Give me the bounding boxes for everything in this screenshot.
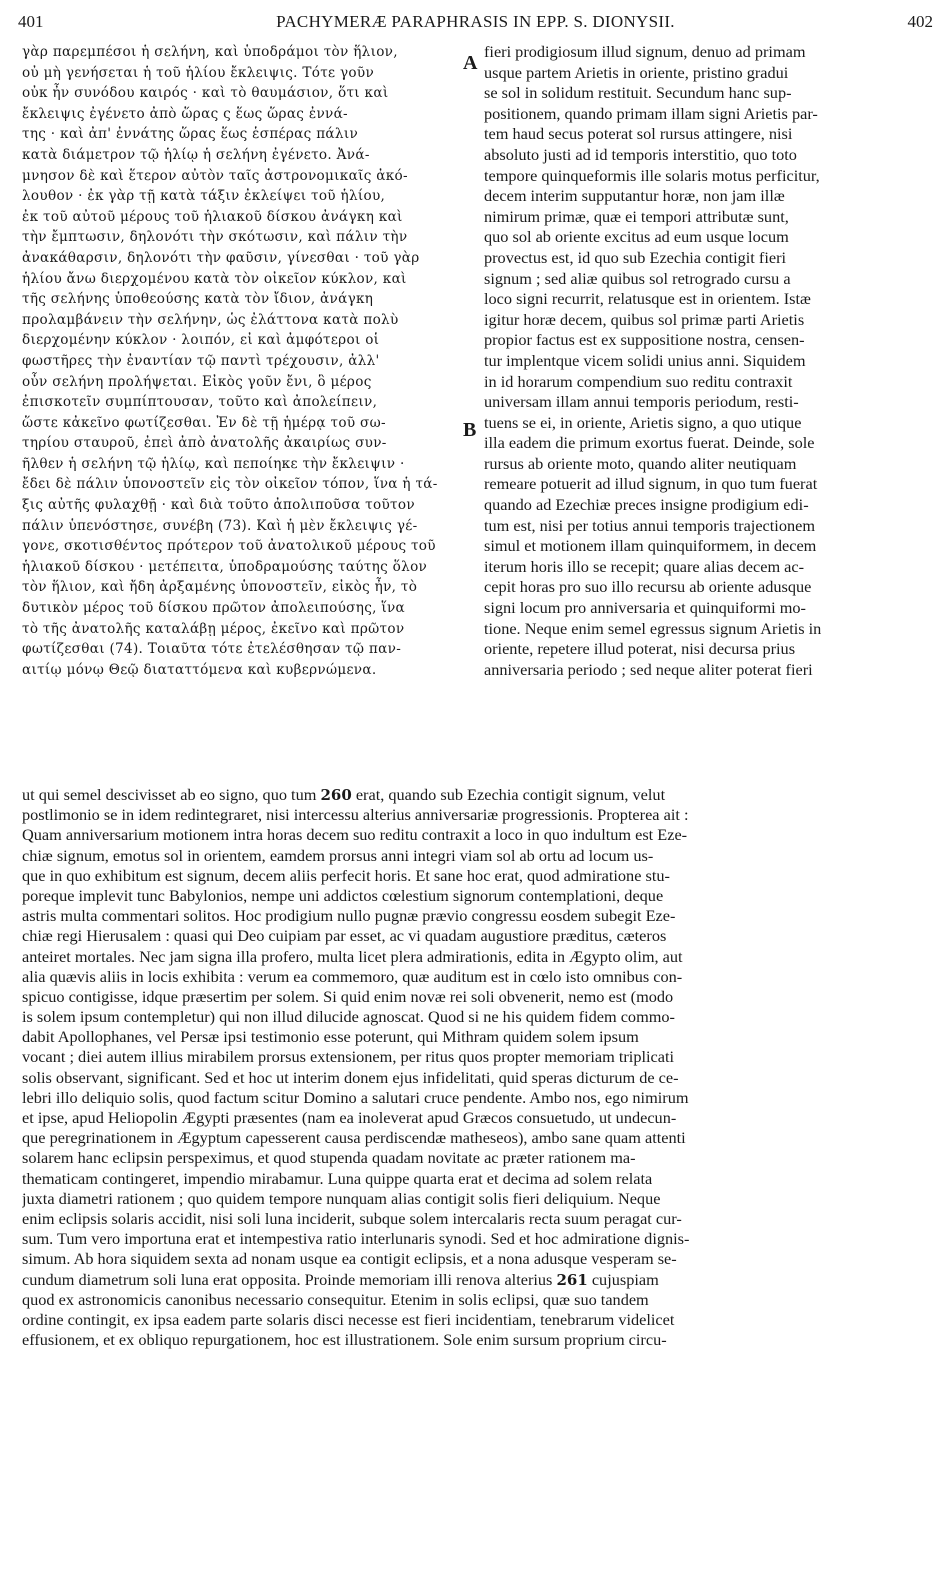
text-segment: enim eclipsis solaris accidit, nisi soli luna inciderit, subque solem intercalaris recta suum peragat cur- xyxy=(22,1208,682,1228)
text-segment: is solem ipsum contempletur) qui non illud dilucide agnoscat. Quod si ne his quidem fidem commo- xyxy=(22,1007,675,1027)
text-line xyxy=(22,967,934,987)
latin-text-line: tum est, nisi per totius annui temporis trajectionem xyxy=(484,515,815,535)
latin-text-line: absoluto justi ad id temporis interstitio, quo toto xyxy=(484,144,797,164)
text-line xyxy=(22,1068,934,1088)
latin-text-line: igitur horæ decem, quibus sol primæ parti Arietis xyxy=(484,309,805,329)
latin-text-line: quando ad Ezechiæ preces insigne prodigium edi- xyxy=(484,495,809,515)
text-segment: anteiret mortales. Nec jam signa illa profero, multa licet plera admirationis, edita in Ægypto olim, aut xyxy=(22,946,683,966)
text-segment: simum. Ab hora siquidem sexta ad nonam usque ea contigit eclipsis, et a nona adusque vesperam se- xyxy=(22,1249,677,1269)
text-line xyxy=(22,805,934,825)
text-segment: dabit Apollophanes, vel Persæ ipsi testimonio esse poterunt, qui Mithram quidem solem ipsum xyxy=(22,1027,639,1047)
text-line xyxy=(22,1249,934,1269)
greek-text-line: προλαμβάνειν τὴν σελήνην, ὡς ἐλάττονα κατὰ πολὺ xyxy=(22,311,399,328)
text-segment: sum. Tum vero importuna erat et intempestiva ratio interlunaris synodi. Sed et hoc admiratione dignis- xyxy=(22,1229,690,1249)
greek-text-line: δυτικὸν μέρος τοῦ δίσκου πρῶτον ἀπολειπούσης, ἵνα xyxy=(22,600,406,617)
greek-text-line: ὥστε κἀκεῖνο φωτίζεσθαι. Ἐν δὲ τῇ ἡμέρᾳ τοῦ σω- xyxy=(22,414,386,431)
latin-text-line: tem haud secus poterat sol rursus attingere, nisi xyxy=(484,124,793,144)
greek-text-line: τὸ τῆς ἀνατολῆς καταλάβῃ μέρος, ἐκεῖνο καὶ πρῶτον xyxy=(22,620,405,637)
latin-text-line: in id horarum compendium suo reditu contraxit xyxy=(484,371,793,391)
text-line xyxy=(22,1169,934,1189)
text-segment: que peregrinationem in Ægyptum capesserent causa perdiscendæ matheseos), ambo sane quam attenti xyxy=(22,1128,686,1148)
text-segment: que in quo exhibitum est signum, decem aliis perfecit horis. Et sane hoc erat, quod admiratione stu- xyxy=(22,865,670,885)
greek-text-line: ἡλιακοῦ δίσκου · μετέπειτα, ὑποδραμούσης ταύτης ὅλον xyxy=(22,558,428,575)
greek-text-line: ἀνακάθαρσιν, δηλονότι τὴν φαῦσιν, γίνεσθαι · τοῦ γὰρ xyxy=(22,249,420,266)
latin-text-line: tur implentque vicem solidi unius anni. Siquidem xyxy=(484,350,806,370)
latin-text-line: signum ; sed aliæ quibus sol retrogrado cursu a xyxy=(484,268,791,288)
latin-text-line: universam illam annui temporis periodum, resti- xyxy=(484,392,799,412)
running-head: PACHYMERÆ PARAPHRASIS IN EPP. S. DIONYSII. xyxy=(276,12,675,31)
text-segment: quod ex astronomicis canonibus necessario consequitur. Etenim in solis eclipsi, quæ suo tandem xyxy=(22,1289,649,1309)
text-segment: astris multa commentari solitos. Hoc prodigium nullo pugnæ prævio congressu eosdem subegit Eze- xyxy=(22,906,676,926)
greek-text-line: γονε, σκοτισθέντος πρότερον τοῦ ἀνατολικοῦ μέρους τοῦ xyxy=(22,538,436,555)
column-marker-b: B xyxy=(463,419,477,441)
text-segment: cujuspiam xyxy=(587,1269,659,1289)
text-segment: cundum diametrum soli luna erat opposita. Proinde memoriam illi renova alterius xyxy=(22,1269,557,1289)
greek-text-line: ἐκ τοῦ αὐτοῦ μέρους τοῦ ἡλιακοῦ δίσκου ἀνάγκη καὶ xyxy=(22,208,403,225)
column-marker-a: A xyxy=(463,52,478,74)
greek-text-line: ῆλθεν ἡ σελήνη τῷ ἡλίῳ, καὶ πεποίηκε τὴν ἔκλειψιν · xyxy=(22,455,405,472)
text-line xyxy=(22,1108,934,1128)
greek-text-line: οὐ μὴ γενήσεται ἡ τοῦ ἡλίου ἔκλειψις. Τότε γοῦν xyxy=(22,64,375,81)
latin-text-line: signi locum pro anniversaria et quinquiformi mo- xyxy=(484,598,806,618)
text-line xyxy=(22,1310,934,1330)
greek-text-line: τῆς σελήνης ὑποθεούσης κατὰ τὸν ἴδιον, ἀνάγκη xyxy=(22,291,374,308)
latin-text-line: decem interim supputantur horæ, non jam illæ xyxy=(484,186,785,206)
greek-text-line: τὴν ἔμπτωσιν, δηλονότι τὴν σκότωσιν, καὶ πάλιν τὴν xyxy=(22,229,408,246)
text-line xyxy=(22,1270,934,1290)
latin-text-line: tione. Neque enim semel egressus signum Arietis in xyxy=(484,618,822,638)
text-line xyxy=(22,1209,934,1229)
greek-text-line: οὐκ ἦν συνόδου καιρός · καὶ τὸ θαυμάσιον, ὅτι καὶ xyxy=(22,85,389,102)
greek-text-line: ἔκλειψις ἐγένετο ἀπὸ ὥρας ς ἕως ὥρας ἐννά- xyxy=(22,105,348,122)
text-line xyxy=(22,886,934,906)
latin-text-line: quo sol ab oriente excitus ad eum usque locum xyxy=(484,227,789,247)
greek-text-line: διερχομένην κύκλον · λοιπόν, εἰ καὶ ἀμφότεροι οἱ xyxy=(22,332,380,349)
greek-column xyxy=(22,42,464,680)
column-number: 260 xyxy=(320,786,352,804)
text-segment: thematicam contingeret, impendio mirabamur. Luna quippe quarta erat et decima ad solem relata xyxy=(22,1168,653,1188)
text-segment: poreque implevit tunc Babylonios, nempe uni addictos cœlestium signorum contemplationi, deque xyxy=(22,885,664,905)
latin-text-line: anniversaria periodo ; sed neque aliter poterat fieri xyxy=(484,659,813,679)
greek-text-line: τηρίου σταυροῦ, ἐπεὶ ἀπὸ ἀνατολῆς ἀκαιρίως συν- xyxy=(22,435,387,452)
latin-text-line: rursus ab oriente moto, quando aliter neutiquam xyxy=(484,453,797,473)
text-line xyxy=(22,926,934,946)
text-line xyxy=(22,1330,934,1350)
text-line xyxy=(22,1047,934,1067)
greek-text-line: κατὰ διάμετρον τῷ ἡλίῳ ἡ σελήνη ἐγένετο. Ἀνά- xyxy=(22,146,370,163)
text-segment: ut qui semel descivisset ab eo signo, quo tum xyxy=(22,785,321,804)
latin-text-line: se sol in solidum restituit. Secundum hanc sup- xyxy=(484,83,792,103)
latin-text-line: oriente, repetere illud poterat, nisi decursa prius xyxy=(484,639,796,659)
greek-text-line: ἔδει δὲ πάλιν ὑπονοστεῖν εἰς τὸν οἰκεῖον τόπον, ἵνα ἡ τά- xyxy=(22,476,438,493)
text-segment: et ipse, apud Heliopolin Ægypti præsentes (nam ea inoleverat apud Græcos consuetudo, ut undecun- xyxy=(22,1108,677,1127)
full-width-text xyxy=(22,785,934,1350)
page-number-right: 402 xyxy=(907,12,933,31)
text-segment: vocant ; diei autem illius mirabilem prorsus extensionem, per ritus quos propter memoriam triplicati xyxy=(22,1047,675,1067)
text-segment: erat, quando sub Ezechia contigit signum, velut xyxy=(351,785,666,804)
text-segment: solarem hanc eclipsin perspeximus, et quod stupenda quadam novitate ac præter rationem ma- xyxy=(22,1148,636,1168)
text-segment: juxta diametri rationem ; quo quidem tempore nunquam alias contigit solis fieri deliquium. Neque xyxy=(22,1188,661,1208)
text-line xyxy=(22,866,934,886)
text-segment: ordine contingit, ex ipsa eadem parte solaris disci necesse est fieri incidentiam, tenebrarum videlicet xyxy=(22,1309,675,1329)
greek-text-line: λουθον · ἐκ γὰρ τῇ κατὰ τάξιν ἐκλείψει τοῦ ἡλίου, xyxy=(22,188,386,205)
greek-text-line: της · καὶ ἀπ' ἐννάτης ὥρας ἕως ἑσπέρας πάλιν xyxy=(22,126,359,143)
page-header xyxy=(14,8,937,38)
latin-text-line: tuens se ei, in oriente, Arietis signo, a quo utique xyxy=(484,412,802,432)
greek-text-line: γὰρ παρεμπέσοι ἡ σελήνη, καὶ ὑποδράμοι τὸν ἥλιον, xyxy=(22,44,398,60)
greek-text-line: μνησον δὲ καὶ ἕτερον αὐτὸν ταῖς ἀστρονομικαῖς ἀκό- xyxy=(22,167,408,184)
text-line xyxy=(22,1229,934,1249)
latin-text-line: usque partem Arietis in oriente, pristino gradui xyxy=(484,62,789,82)
text-line xyxy=(22,1088,934,1108)
greek-text-line: αιτίῳ μόνῳ Θεῷ διαταττόμενα καὶ κυβερνώμενα. xyxy=(22,661,377,678)
text-line xyxy=(22,1148,934,1168)
latin-text-line: remeare potuerit ad illud signum, in quo tum fuerat xyxy=(484,474,818,494)
page-number-left: 401 xyxy=(18,12,44,31)
text-line xyxy=(22,987,934,1007)
latin-text-line: fieri prodigiosum illud signum, denuo ad primam xyxy=(484,42,806,61)
latin-text-line: iterum horis illo se recepit; quare alias decem ac- xyxy=(484,556,805,576)
latin-text-line: propior factus est ex suppositione nostra, censen- xyxy=(484,330,805,350)
latin-text-line: provectus est, id quo sub Ezechia contigit fieri xyxy=(484,247,787,267)
greek-text-line: τὸν ἥλιον, καὶ ἤδη ἀρξαμένης ὑπονοστεῖν, εἰκὸς ἦν, τὸ xyxy=(22,579,418,596)
text-line xyxy=(22,947,934,967)
text-line xyxy=(22,1290,934,1310)
text-segment: lebri illo deliquio solis, quod factum scitur Domino a salutari cruce pendente. Ambo nos, ego nimirum xyxy=(22,1087,689,1107)
latin-text-line: cepit horas pro suo illo recursu ab oriente adusque xyxy=(484,577,812,597)
column-number: 261 xyxy=(556,1270,588,1289)
latin-text-line: nimirum primæ, quæ ei tempori attributæ sunt, xyxy=(484,206,789,226)
text-line xyxy=(22,825,934,845)
latin-column xyxy=(484,42,936,680)
text-segment: solis observant, significant. Sed et hoc ut interim donem ejus infidelitati, quid speras dicturum de ce- xyxy=(22,1067,679,1087)
text-line xyxy=(22,1128,934,1148)
text-segment: postlimonio se in idem redintegraret, nisi intercessu alterius anniversariæ progressionis. Propterea ait : xyxy=(22,805,689,825)
text-segment: Quam anniversarium motionem intra horas decem suo reditu contraxit a loco in quo indultum est Eze- xyxy=(22,825,688,845)
text-segment: effusionem, et ex obliquo repurgationem, hoc est illustrationem. Sole enim sursum proprium circu- xyxy=(22,1330,667,1350)
greek-text-line: ἡλίου ἄνω διερχομένου κατὰ τὸν οἰκεῖον κύκλον, καὶ xyxy=(22,270,407,287)
text-line xyxy=(22,785,934,805)
latin-text-line: simul et motionem illam quinquiformem, in decem xyxy=(484,536,817,556)
text-segment: alia quævis aliis in locis exhibita : verum ea commemoro, quæ auditum est in cœlo isto omnibus con- xyxy=(22,966,683,986)
text-line xyxy=(22,906,934,926)
latin-text-line: illa eadem die primum exortus fuerat. Deinde, sole xyxy=(484,433,815,453)
latin-text-line: positionem, quando primam illam signi Arietis par- xyxy=(484,103,818,123)
text-segment: chiæ signum, emotus sol in orientem, eamdem prorsus anni integri viam sol ab ortu ad locum us- xyxy=(22,845,654,865)
text-line xyxy=(22,1189,934,1209)
text-line xyxy=(22,846,934,866)
text-line xyxy=(22,1007,934,1027)
text-segment: chiæ regi Hierusalem : quasi qui Deo cuipiam par esset, ac vi quadam augustiore præditus, cæteros xyxy=(22,926,667,946)
greek-text-line: οὖν σελήνη προλήψεται. Εἰκὸς γοῦν ἔνι, ὃ μέρος xyxy=(22,373,372,390)
latin-text-line: tempore quinqueformis ille solaris motus perficitur, xyxy=(484,165,820,185)
greek-text-line: φωστῆρες τὴν ἐναντίαν τῷ παντὶ τρέχουσιν, ἀλλ' xyxy=(22,352,380,369)
text-line xyxy=(22,1027,934,1047)
greek-text-line: ξις αὐτῆς φυλαχθῇ · καὶ διὰ τοῦτο ἀπολιποῦσα τοῦτον xyxy=(22,497,415,514)
latin-text-line: loco signi recurrit, relatusque est in orientem. Istæ xyxy=(484,289,811,309)
greek-text-line: φωτίζεσθαι (74). Τοιαῦτα τότε ἐτελέσθησαν τῷ παν- xyxy=(22,641,402,658)
greek-text-line: πάλιν ὑπενόστησε, συνέβη (73). Καὶ ἡ μὲν ἔκλειψις γέ- xyxy=(22,517,418,534)
greek-text-line: ἐπισκοτεῖν συμπίπτουσαν, τοῦτο καὶ ἀπολείπειν, xyxy=(22,394,378,411)
text-segment: spicuo contigisse, idque præsertim per solem. Si quid enim novæ rei soli obvenerit, nemo est (modo xyxy=(22,986,674,1006)
